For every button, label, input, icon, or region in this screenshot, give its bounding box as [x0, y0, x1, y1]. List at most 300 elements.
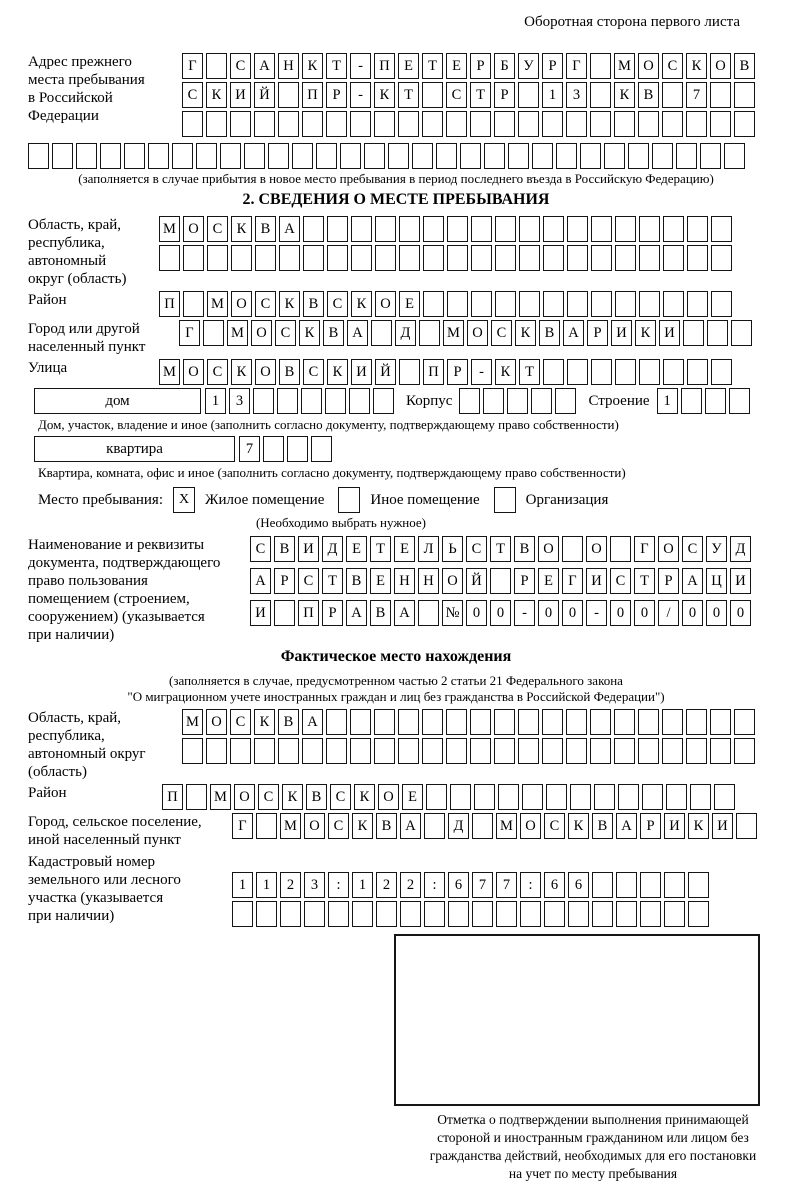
char-cell[interactable]	[278, 111, 299, 137]
char-cell[interactable]	[325, 388, 346, 414]
char-cell[interactable]	[326, 709, 347, 735]
char-cell[interactable]	[628, 143, 649, 169]
char-cell[interactable]	[495, 291, 516, 317]
char-cell[interactable]	[340, 143, 361, 169]
char-cell[interactable]	[664, 901, 685, 927]
char-cell[interactable]	[350, 738, 371, 764]
char-cell[interactable]	[734, 82, 755, 108]
char-cell[interactable]: Т	[634, 568, 655, 594]
char-cell[interactable]: И	[298, 536, 319, 562]
char-cell[interactable]: О	[710, 53, 731, 79]
char-cell[interactable]: 0	[562, 600, 583, 626]
char-cell[interactable]	[688, 872, 709, 898]
char-cell[interactable]	[556, 143, 577, 169]
char-cell[interactable]: В	[303, 291, 324, 317]
char-cell[interactable]	[277, 388, 298, 414]
char-cell[interactable]	[412, 143, 433, 169]
char-cell[interactable]	[580, 143, 601, 169]
char-cell[interactable]	[566, 738, 587, 764]
char-cell[interactable]: 6	[568, 872, 589, 898]
char-cell[interactable]	[471, 216, 492, 242]
char-cell[interactable]: Е	[399, 291, 420, 317]
char-cell[interactable]	[683, 320, 704, 346]
char-cell[interactable]	[302, 738, 323, 764]
char-cell[interactable]: К	[279, 291, 300, 317]
char-cell[interactable]	[422, 111, 443, 137]
char-cell[interactable]	[371, 320, 392, 346]
char-cell[interactable]: 0	[682, 600, 703, 626]
char-cell[interactable]	[494, 738, 515, 764]
char-cell[interactable]	[532, 143, 553, 169]
char-cell[interactable]: Т	[398, 82, 419, 108]
char-cell[interactable]	[590, 111, 611, 137]
char-cell[interactable]	[423, 291, 444, 317]
char-cell[interactable]	[76, 143, 97, 169]
char-cell[interactable]	[711, 359, 732, 385]
char-cell[interactable]: П	[298, 600, 319, 626]
char-cell[interactable]	[374, 709, 395, 735]
char-cell[interactable]: В	[539, 320, 560, 346]
char-cell[interactable]	[316, 143, 337, 169]
char-cell[interactable]: Г	[182, 53, 203, 79]
char-cell[interactable]	[686, 111, 707, 137]
char-cell[interactable]: В	[370, 600, 391, 626]
char-cell[interactable]: 6	[544, 872, 565, 898]
char-cell[interactable]	[419, 320, 440, 346]
char-cell[interactable]: 3	[304, 872, 325, 898]
char-cell[interactable]	[474, 784, 495, 810]
char-cell[interactable]	[351, 216, 372, 242]
char-cell[interactable]	[616, 872, 637, 898]
char-cell[interactable]	[664, 872, 685, 898]
char-cell[interactable]	[254, 738, 275, 764]
char-cell[interactable]	[426, 784, 447, 810]
char-cell[interactable]	[182, 738, 203, 764]
char-cell[interactable]	[724, 143, 745, 169]
char-cell[interactable]	[186, 784, 207, 810]
char-cell[interactable]: О	[231, 291, 252, 317]
char-cell[interactable]	[639, 245, 660, 271]
checkbox-organizatsiya[interactable]	[494, 487, 516, 513]
char-cell[interactable]: 7	[496, 872, 517, 898]
char-cell[interactable]: 0	[538, 600, 559, 626]
char-cell[interactable]: 0	[730, 600, 751, 626]
char-cell[interactable]	[301, 388, 322, 414]
char-cell[interactable]: 7	[239, 436, 260, 462]
char-cell[interactable]: М	[159, 216, 180, 242]
char-cell[interactable]: Т	[490, 536, 511, 562]
char-cell[interactable]	[375, 216, 396, 242]
char-cell[interactable]	[604, 143, 625, 169]
char-cell[interactable]	[398, 709, 419, 735]
char-cell[interactable]	[570, 784, 591, 810]
char-cell[interactable]: О	[378, 784, 399, 810]
char-cell[interactable]: Н	[278, 53, 299, 79]
char-cell[interactable]: Р	[542, 53, 563, 79]
char-cell[interactable]	[663, 216, 684, 242]
char-cell[interactable]: О	[206, 709, 227, 735]
char-cell[interactable]: О	[658, 536, 679, 562]
char-cell[interactable]: А	[302, 709, 323, 735]
char-cell[interactable]	[496, 901, 517, 927]
char-cell[interactable]: М	[182, 709, 203, 735]
char-cell[interactable]	[203, 320, 224, 346]
char-cell[interactable]	[566, 709, 587, 735]
char-cell[interactable]: Д	[322, 536, 343, 562]
char-cell[interactable]: А	[279, 216, 300, 242]
char-cell[interactable]: С	[328, 813, 349, 839]
char-cell[interactable]	[662, 82, 683, 108]
char-cell[interactable]: С	[250, 536, 271, 562]
char-cell[interactable]	[566, 111, 587, 137]
char-cell[interactable]	[614, 709, 635, 735]
char-cell[interactable]: Д	[730, 536, 751, 562]
char-cell[interactable]: -	[350, 53, 371, 79]
char-cell[interactable]	[470, 738, 491, 764]
char-cell[interactable]: Л	[418, 536, 439, 562]
char-cell[interactable]	[447, 216, 468, 242]
char-cell[interactable]: А	[563, 320, 584, 346]
char-cell[interactable]: О	[234, 784, 255, 810]
char-cell[interactable]	[254, 111, 275, 137]
char-cell[interactable]: С	[207, 216, 228, 242]
char-cell[interactable]	[349, 388, 370, 414]
char-cell[interactable]	[495, 245, 516, 271]
char-cell[interactable]	[640, 901, 661, 927]
char-cell[interactable]	[663, 359, 684, 385]
char-cell[interactable]: Р	[514, 568, 535, 594]
char-cell[interactable]: С	[182, 82, 203, 108]
char-cell[interactable]: Ц	[706, 568, 727, 594]
char-cell[interactable]	[446, 738, 467, 764]
char-cell[interactable]	[159, 245, 180, 271]
char-cell[interactable]	[518, 111, 539, 137]
char-cell[interactable]: И	[712, 813, 733, 839]
char-cell[interactable]	[615, 359, 636, 385]
char-cell[interactable]	[374, 738, 395, 764]
char-cell[interactable]: А	[394, 600, 415, 626]
char-cell[interactable]	[519, 216, 540, 242]
char-cell[interactable]: В	[306, 784, 327, 810]
char-cell[interactable]	[100, 143, 121, 169]
char-cell[interactable]: Й	[375, 359, 396, 385]
char-cell[interactable]	[614, 738, 635, 764]
char-cell[interactable]: 2	[400, 872, 421, 898]
char-cell[interactable]	[459, 388, 480, 414]
char-cell[interactable]	[351, 245, 372, 271]
char-cell[interactable]: 0	[634, 600, 655, 626]
char-cell[interactable]: Р	[640, 813, 661, 839]
char-cell[interactable]	[710, 82, 731, 108]
char-cell[interactable]	[518, 82, 539, 108]
char-cell[interactable]: С	[303, 359, 324, 385]
char-cell[interactable]	[460, 143, 481, 169]
char-cell[interactable]	[230, 111, 251, 137]
char-cell[interactable]	[256, 901, 277, 927]
char-cell[interactable]	[182, 111, 203, 137]
char-cell[interactable]: Н	[394, 568, 415, 594]
char-cell[interactable]: -	[471, 359, 492, 385]
char-cell[interactable]	[590, 738, 611, 764]
char-cell[interactable]: 6	[448, 872, 469, 898]
char-cell[interactable]: С	[491, 320, 512, 346]
char-cell[interactable]: У	[706, 536, 727, 562]
char-cell[interactable]	[52, 143, 73, 169]
char-cell[interactable]: К	[354, 784, 375, 810]
char-cell[interactable]	[495, 216, 516, 242]
char-cell[interactable]: И	[230, 82, 251, 108]
char-cell[interactable]	[471, 291, 492, 317]
char-cell[interactable]: Д	[395, 320, 416, 346]
char-cell[interactable]	[278, 82, 299, 108]
char-cell[interactable]	[710, 709, 731, 735]
char-cell[interactable]	[327, 216, 348, 242]
char-cell[interactable]	[567, 359, 588, 385]
char-cell[interactable]: С	[207, 359, 228, 385]
char-cell[interactable]: К	[352, 813, 373, 839]
char-cell[interactable]: С	[446, 82, 467, 108]
char-cell[interactable]: Г	[179, 320, 200, 346]
char-cell[interactable]: Г	[232, 813, 253, 839]
char-cell[interactable]	[555, 388, 576, 414]
char-cell[interactable]: Е	[538, 568, 559, 594]
char-cell[interactable]	[714, 784, 735, 810]
char-cell[interactable]	[591, 216, 612, 242]
char-cell[interactable]: В	[323, 320, 344, 346]
char-cell[interactable]: :	[328, 872, 349, 898]
char-cell[interactable]	[519, 291, 540, 317]
char-cell[interactable]: О	[638, 53, 659, 79]
char-cell[interactable]: В	[274, 536, 295, 562]
char-cell[interactable]: К	[231, 216, 252, 242]
char-cell[interactable]	[567, 245, 588, 271]
char-cell[interactable]	[352, 901, 373, 927]
char-cell[interactable]: П	[374, 53, 395, 79]
char-cell[interactable]	[666, 784, 687, 810]
char-cell[interactable]	[638, 709, 659, 735]
char-cell[interactable]: А	[254, 53, 275, 79]
char-cell[interactable]: О	[375, 291, 396, 317]
char-cell[interactable]	[287, 436, 308, 462]
char-cell[interactable]	[400, 901, 421, 927]
char-cell[interactable]	[616, 901, 637, 927]
char-cell[interactable]	[448, 901, 469, 927]
char-cell[interactable]	[398, 111, 419, 137]
char-cell[interactable]: №	[442, 600, 463, 626]
char-cell[interactable]: С	[298, 568, 319, 594]
char-cell[interactable]	[546, 784, 567, 810]
char-cell[interactable]: А	[346, 600, 367, 626]
char-cell[interactable]: Е	[370, 568, 391, 594]
char-cell[interactable]	[472, 813, 493, 839]
char-cell[interactable]: С	[255, 291, 276, 317]
char-cell[interactable]	[567, 216, 588, 242]
char-cell[interactable]	[700, 143, 721, 169]
char-cell[interactable]	[206, 738, 227, 764]
char-cell[interactable]	[681, 388, 702, 414]
char-cell[interactable]: К	[282, 784, 303, 810]
char-cell[interactable]: 1	[657, 388, 678, 414]
char-cell[interactable]	[450, 784, 471, 810]
char-cell[interactable]: К	[299, 320, 320, 346]
char-cell[interactable]	[472, 901, 493, 927]
char-cell[interactable]	[518, 738, 539, 764]
kvartira-box[interactable]: квартира	[34, 436, 235, 462]
char-cell[interactable]	[206, 111, 227, 137]
char-cell[interactable]: И	[659, 320, 680, 346]
char-cell[interactable]: П	[162, 784, 183, 810]
char-cell[interactable]	[663, 291, 684, 317]
char-cell[interactable]: В	[592, 813, 613, 839]
char-cell[interactable]	[662, 738, 683, 764]
char-cell[interactable]: Н	[418, 568, 439, 594]
checkbox-zhiloe-pomeshchenie[interactable]: X	[173, 487, 195, 513]
char-cell[interactable]: М	[207, 291, 228, 317]
char-cell[interactable]: И	[611, 320, 632, 346]
char-cell[interactable]: Р	[326, 82, 347, 108]
char-cell[interactable]: 3	[566, 82, 587, 108]
char-cell[interactable]: Й	[254, 82, 275, 108]
char-cell[interactable]	[376, 901, 397, 927]
char-cell[interactable]: 0	[466, 600, 487, 626]
char-cell[interactable]	[687, 359, 708, 385]
char-cell[interactable]	[615, 216, 636, 242]
char-cell[interactable]	[734, 738, 755, 764]
char-cell[interactable]: И	[351, 359, 372, 385]
char-cell[interactable]	[303, 216, 324, 242]
char-cell[interactable]	[256, 813, 277, 839]
char-cell[interactable]	[399, 216, 420, 242]
char-cell[interactable]: В	[278, 709, 299, 735]
char-cell[interactable]: С	[327, 291, 348, 317]
char-cell[interactable]	[172, 143, 193, 169]
char-cell[interactable]	[642, 784, 663, 810]
char-cell[interactable]	[638, 111, 659, 137]
char-cell[interactable]	[710, 738, 731, 764]
char-cell[interactable]: Т	[519, 359, 540, 385]
char-cell[interactable]: К	[515, 320, 536, 346]
char-cell[interactable]	[418, 600, 439, 626]
char-cell[interactable]: Д	[448, 813, 469, 839]
char-cell[interactable]	[591, 359, 612, 385]
char-cell[interactable]	[518, 709, 539, 735]
char-cell[interactable]: В	[346, 568, 367, 594]
char-cell[interactable]: 0	[610, 600, 631, 626]
char-cell[interactable]	[374, 111, 395, 137]
char-cell[interactable]: Е	[446, 53, 467, 79]
char-cell[interactable]	[507, 388, 528, 414]
char-cell[interactable]	[567, 291, 588, 317]
char-cell[interactable]: К	[327, 359, 348, 385]
char-cell[interactable]: А	[250, 568, 271, 594]
char-cell[interactable]: О	[442, 568, 463, 594]
char-cell[interactable]	[710, 111, 731, 137]
char-cell[interactable]	[28, 143, 49, 169]
char-cell[interactable]: Б	[494, 53, 515, 79]
char-cell[interactable]	[328, 901, 349, 927]
char-cell[interactable]	[615, 291, 636, 317]
char-cell[interactable]: 0	[706, 600, 727, 626]
char-cell[interactable]	[483, 388, 504, 414]
char-cell[interactable]	[542, 111, 563, 137]
char-cell[interactable]	[690, 784, 711, 810]
char-cell[interactable]: С	[682, 536, 703, 562]
char-cell[interactable]	[183, 245, 204, 271]
char-cell[interactable]: С	[466, 536, 487, 562]
char-cell[interactable]: Е	[394, 536, 415, 562]
char-cell[interactable]	[543, 245, 564, 271]
char-cell[interactable]: С	[258, 784, 279, 810]
char-cell[interactable]	[734, 709, 755, 735]
char-cell[interactable]: 1	[542, 82, 563, 108]
char-cell[interactable]	[705, 388, 726, 414]
char-cell[interactable]	[729, 388, 750, 414]
char-cell[interactable]: М	[443, 320, 464, 346]
char-cell[interactable]	[350, 111, 371, 137]
char-cell[interactable]	[542, 738, 563, 764]
char-cell[interactable]: К	[688, 813, 709, 839]
char-cell[interactable]	[676, 143, 697, 169]
char-cell[interactable]: А	[400, 813, 421, 839]
char-cell[interactable]	[590, 709, 611, 735]
char-cell[interactable]	[230, 738, 251, 764]
char-cell[interactable]: Р	[658, 568, 679, 594]
char-cell[interactable]	[522, 784, 543, 810]
char-cell[interactable]: У	[518, 53, 539, 79]
char-cell[interactable]: А	[616, 813, 637, 839]
char-cell[interactable]	[206, 53, 227, 79]
char-cell[interactable]: М	[614, 53, 635, 79]
char-cell[interactable]	[610, 536, 631, 562]
char-cell[interactable]	[711, 216, 732, 242]
char-cell[interactable]: С	[275, 320, 296, 346]
char-cell[interactable]	[244, 143, 265, 169]
char-cell[interactable]	[615, 245, 636, 271]
char-cell[interactable]: 7	[686, 82, 707, 108]
char-cell[interactable]	[399, 359, 420, 385]
char-cell[interactable]	[292, 143, 313, 169]
char-cell[interactable]	[471, 245, 492, 271]
char-cell[interactable]: 2	[280, 872, 301, 898]
char-cell[interactable]	[446, 709, 467, 735]
char-cell[interactable]	[196, 143, 217, 169]
char-cell[interactable]: :	[520, 872, 541, 898]
char-cell[interactable]: К	[495, 359, 516, 385]
char-cell[interactable]	[686, 738, 707, 764]
char-cell[interactable]	[484, 143, 505, 169]
char-cell[interactable]: И	[664, 813, 685, 839]
char-cell[interactable]: К	[351, 291, 372, 317]
char-cell[interactable]: С	[230, 53, 251, 79]
char-cell[interactable]: В	[514, 536, 535, 562]
char-cell[interactable]: 1	[232, 872, 253, 898]
char-cell[interactable]	[311, 436, 332, 462]
char-cell[interactable]: К	[302, 53, 323, 79]
char-cell[interactable]	[279, 245, 300, 271]
char-cell[interactable]: О	[520, 813, 541, 839]
char-cell[interactable]	[711, 291, 732, 317]
char-cell[interactable]	[268, 143, 289, 169]
char-cell[interactable]	[207, 245, 228, 271]
char-cell[interactable]	[388, 143, 409, 169]
char-cell[interactable]	[327, 245, 348, 271]
char-cell[interactable]: Г	[634, 536, 655, 562]
char-cell[interactable]: К	[206, 82, 227, 108]
char-cell[interactable]	[508, 143, 529, 169]
char-cell[interactable]	[364, 143, 385, 169]
char-cell[interactable]: В	[638, 82, 659, 108]
char-cell[interactable]	[652, 143, 673, 169]
